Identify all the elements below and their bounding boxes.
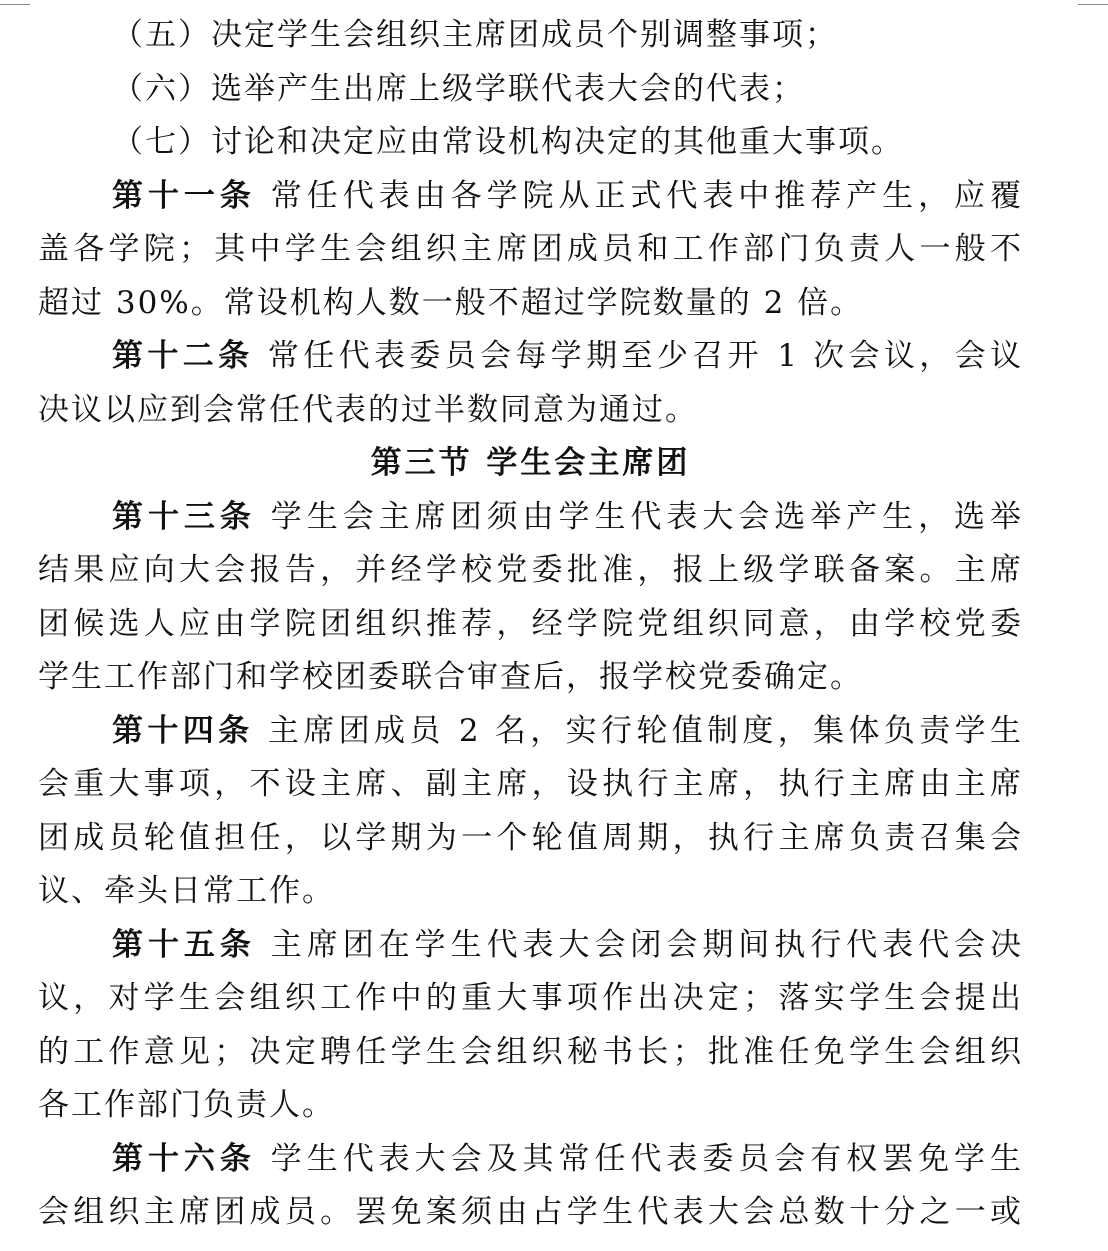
article-14-label: 第十四条 bbox=[112, 712, 254, 749]
article-16-line-2 bbox=[38, 1186, 1023, 1240]
article-15-text: 的工作意见；决定聘任学生会组织秘书长；批准任免学生会组织 bbox=[38, 1033, 1023, 1070]
article-14-line-2 bbox=[38, 758, 1023, 812]
article-14-text: 团成员轮值担任，以学期为一个轮值周期，执行主席负责召集会 bbox=[38, 819, 1023, 856]
article-14-line-1 bbox=[38, 705, 1023, 759]
article-13-text: 学生工作部门和学校团委联合审查后，报学校党委确定。 bbox=[38, 659, 863, 695]
article-13-line-2 bbox=[38, 544, 1023, 598]
article-11-line-3 bbox=[38, 277, 1023, 331]
article-15-line-3 bbox=[38, 1026, 1023, 1080]
article-12-line-1 bbox=[38, 330, 1023, 384]
item-7 bbox=[38, 116, 1023, 170]
article-15-line-2 bbox=[38, 972, 1023, 1026]
item-5-text: （五）决定学生会组织主席团成员个别调整事项； bbox=[112, 17, 838, 53]
article-12-text: 决议以应到会常任代表的过半数同意为通过。 bbox=[38, 391, 698, 428]
article-16-text: 会组织主席团成员。罢免案须由占学生代表大会总数十分之一或 bbox=[38, 1194, 1023, 1230]
article-13-text: 团候选人应由学院团组织推荐，经学院党组织同意，由学校党委 bbox=[38, 605, 1023, 642]
article-14-text: 议、牵头日常工作。 bbox=[38, 873, 335, 909]
article-11-text: 盖各学院；其中学生会组织主席团成员和工作部门负责人一般不 bbox=[38, 231, 1023, 267]
article-15-text: 主席团在学生代表大会闭会期间执行代表代会决 bbox=[267, 926, 1023, 963]
article-15-text: 议，对学生会组织工作中的重大事项作出决定；落实学生会提出 bbox=[38, 980, 1023, 1016]
section-3-title: 第三节 学生会主席团 bbox=[370, 445, 691, 481]
article-12-line-2 bbox=[38, 384, 1023, 438]
article-11-line-2 bbox=[38, 223, 1023, 277]
page-corner-mark-left bbox=[0, 0, 30, 5]
article-13-line-4 bbox=[38, 651, 1023, 705]
article-11-line-1 bbox=[38, 170, 1023, 224]
article-12-label: 第十二条 bbox=[112, 338, 254, 374]
article-13-label: 第十三条 bbox=[112, 498, 256, 535]
article-16-line-1 bbox=[38, 1133, 1023, 1187]
article-13-line-3 bbox=[38, 598, 1023, 652]
article-11-label: 第十一条 bbox=[112, 177, 256, 214]
article-15-line-4 bbox=[38, 1079, 1023, 1133]
article-14-line-3 bbox=[38, 812, 1023, 866]
article-15-text: 各工作部门负责人。 bbox=[38, 1087, 335, 1123]
article-11-text: 常任代表由各学院从正式代表中推荐产生，应覆 bbox=[267, 177, 1023, 214]
article-16-label: 第十六条 bbox=[112, 1140, 256, 1177]
article-11-text: 超过 30%。常设机构人数一般不超过学院数量的 2 倍。 bbox=[38, 284, 864, 321]
item-6-text: （六）选举产生出席上级学联代表大会的代表； bbox=[112, 70, 805, 107]
item-7-text: （七）讨论和决定应由常设机构决定的其他重大事项。 bbox=[112, 124, 904, 160]
page-corner-mark-right bbox=[1078, 0, 1108, 5]
article-14-text: 主席团成员 2 名，实行轮值制度，集体负责学生 bbox=[265, 712, 1023, 749]
article-15-label: 第十五条 bbox=[112, 926, 256, 963]
article-16-text: 学生代表大会及其常任代表委员会有权罢免学生 bbox=[267, 1140, 1023, 1177]
article-13-text: 学生会主席团须由学生代表大会选举产生，选举 bbox=[267, 498, 1023, 535]
document-body bbox=[38, 9, 1023, 1240]
item-5 bbox=[38, 9, 1023, 63]
item-6 bbox=[38, 63, 1023, 117]
article-14-line-4 bbox=[38, 865, 1023, 919]
article-13-text: 结果应向大会报告，并经学校党委批准，报上级学联备案。主席 bbox=[38, 552, 1023, 588]
article-15-line-1 bbox=[38, 919, 1023, 973]
article-13-line-1 bbox=[38, 491, 1023, 545]
article-14-text: 会重大事项，不设主席、副主席，设执行主席，执行主席由主席 bbox=[38, 766, 1023, 802]
article-12-text: 常任代表委员会每学期至少召开 1 次会议，会议 bbox=[265, 338, 1023, 374]
